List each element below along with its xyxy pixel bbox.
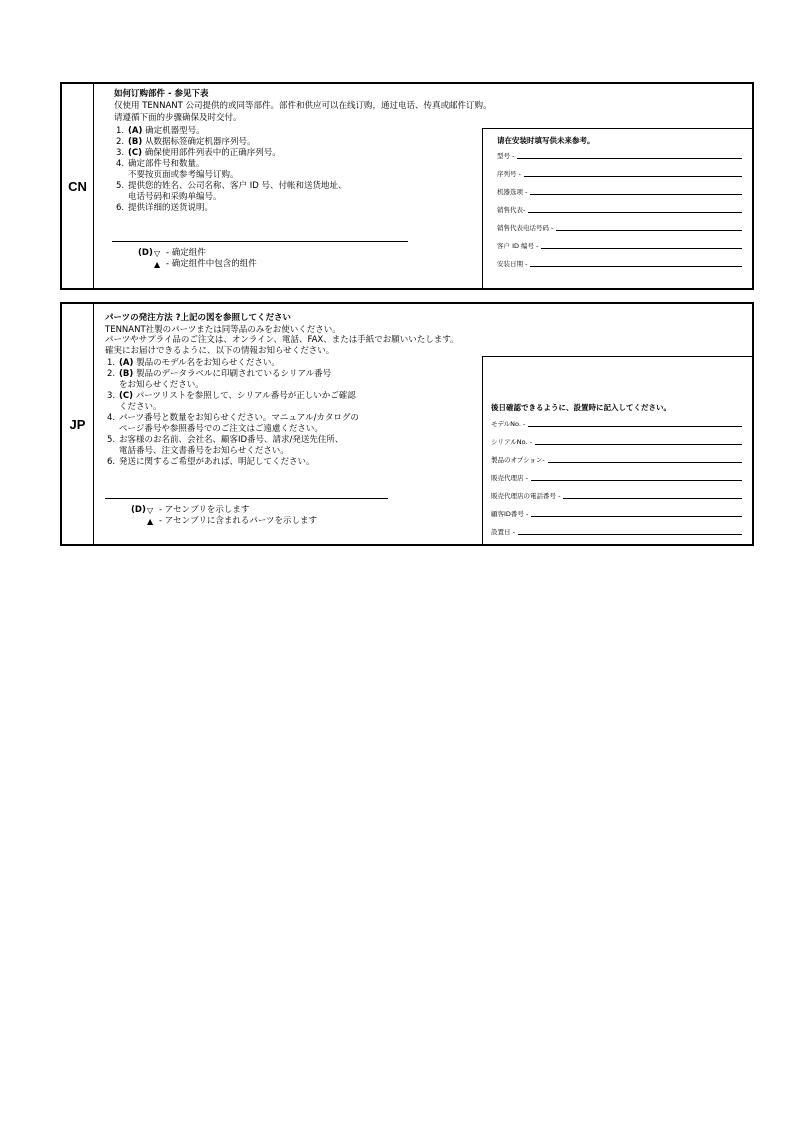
jp-heading: パーツの発注方法 ?上記の図を参照してください	[105, 313, 292, 323]
jp-field-dealer[interactable]: 販売代理店 -	[491, 471, 742, 483]
cn-step-6: 6. 提供详细的送货说明。	[116, 203, 214, 213]
cn-field-sales-rep[interactable]: 销售代表-	[497, 203, 742, 215]
cn-field-install-date[interactable]: 安装日期 -	[497, 257, 742, 269]
filled-triangle-icon: ▲	[147, 517, 154, 526]
jp-legend-d-label: (D)	[131, 505, 146, 515]
cn-intro-line-2: 请遵循下面的步骤确保及时交付。	[114, 113, 242, 123]
cn-install-record-box	[482, 128, 752, 288]
jp-language-code: JP	[62, 304, 94, 544]
jp-box-title: 後日確認できるように、設置時に記入してください。	[491, 403, 671, 412]
jp-intro-line-1: TENNANT社製のパーツまたは同等品のみをお使いください。	[105, 325, 341, 335]
jp-step-3-cont: ください。	[119, 402, 162, 412]
jp-divider	[105, 498, 388, 499]
cn-step-5-cont: 电话号码和采购单编号。	[128, 192, 222, 202]
cn-field-model[interactable]: 型号 -	[497, 149, 742, 161]
jp-install-record-box	[482, 356, 752, 544]
cn-divider	[112, 241, 408, 242]
jp-intro-line-2: パーツやサプライ品のご注文は、オンライン、電話、FAX、または手紙でお願いいたします。	[105, 335, 459, 345]
jp-content	[93, 304, 752, 544]
jp-legend-parts: - アセンブリに含まれるパーツを示します	[159, 516, 318, 526]
cn-box-title: 请在安装时填写供未来参考。	[497, 136, 595, 145]
jp-step-1: 1. (A) 製品のモデル名をお知らせください。	[107, 358, 280, 368]
jp-field-model[interactable]: モデルNo. -	[491, 417, 742, 429]
jp-step-5: 5. お客様のお名前、会社名、顧客ID番号、請求/発送先住所、	[107, 435, 344, 445]
cn-steps-list	[116, 126, 346, 214]
jp-legend-assembly: - アセンブリを示します	[159, 505, 250, 515]
jp-step-4: 4. パーツ番号と数量をお知らせください。マニュアル/カタログの	[107, 413, 359, 423]
jp-step-2: 2. (B) 製品のデータラベルに印刷されているシリアル番号	[107, 369, 332, 379]
cn-intro-line-1: 仅使用 TENNANT 公司提供的或同等部件。部件和供应可以在线订购，通过电话、传真或邮件订购。	[114, 101, 492, 111]
jp-field-install-date[interactable]: 設置日 -	[491, 525, 742, 537]
jp-step-3: 3. (C) パーツリストを参照して、シリアル番号が正しいかご確認	[107, 391, 356, 401]
jp-steps-list	[107, 358, 359, 468]
jp-intro-line-3: 確実にお届けできるように、以下の情報お知らせください。	[105, 346, 335, 356]
cn-step-5: 5. 提供您的姓名、公司名称、客户 ID 号、付帐和送货地址、	[116, 181, 347, 191]
cn-step-4: 4. 确定部件号和数量。	[116, 159, 205, 169]
cn-language-code: CN	[62, 84, 94, 288]
cn-step-2: 2. (B) 从数据标签确定机器序列号。	[116, 137, 256, 147]
jp-field-serial[interactable]: シリアルNo. -	[491, 435, 742, 447]
jp-ordering-panel	[60, 302, 754, 546]
jp-step-6: 6. 発送に関するご希望があれば、明記してください。	[107, 457, 315, 467]
jp-step-4-cont: ページ番号や参照番号でのご注文はご遠慮ください。	[119, 424, 323, 434]
cn-content	[93, 84, 752, 288]
jp-field-options[interactable]: 製品のオプション-	[491, 453, 742, 465]
jp-field-dealer-phone[interactable]: 販売代理店の電話番号 -	[491, 489, 742, 501]
filled-triangle-icon: ▲	[154, 260, 161, 269]
cn-ordering-panel	[60, 82, 754, 290]
cn-step-3: 3. (C) 确保使用部件列表中的正确序列号。	[116, 148, 281, 158]
cn-legend-d-label: (D)	[138, 248, 153, 258]
cn-field-rep-phone[interactable]: 销售代表电话号码 -	[497, 221, 742, 233]
cn-field-customer-id[interactable]: 客户 ID 编号 -	[497, 239, 742, 251]
cn-field-serial[interactable]: 序列号 -	[497, 167, 742, 179]
cn-step-4-cont: 不要按页面或参考编号订购。	[128, 170, 239, 180]
cn-step-1: 1. (A) 确定机器型号。	[116, 126, 205, 136]
jp-field-customer-id[interactable]: 顧客ID番号 -	[491, 507, 742, 519]
cn-field-options[interactable]: 机器选项 -	[497, 185, 742, 197]
cn-legend-assembly: - 确定组件	[166, 248, 206, 258]
cn-legend-parts: - 确定组件中包含的组件	[166, 259, 257, 269]
cn-heading: 如何订购部件 - 参见下表	[114, 89, 209, 99]
open-triangle-icon: ▽	[154, 249, 161, 258]
jp-step-5-cont: 電話番号、注文書番号をお知らせください。	[119, 446, 289, 456]
open-triangle-icon: ▽	[147, 506, 154, 515]
jp-step-2-cont: をお知らせください。	[119, 380, 204, 390]
